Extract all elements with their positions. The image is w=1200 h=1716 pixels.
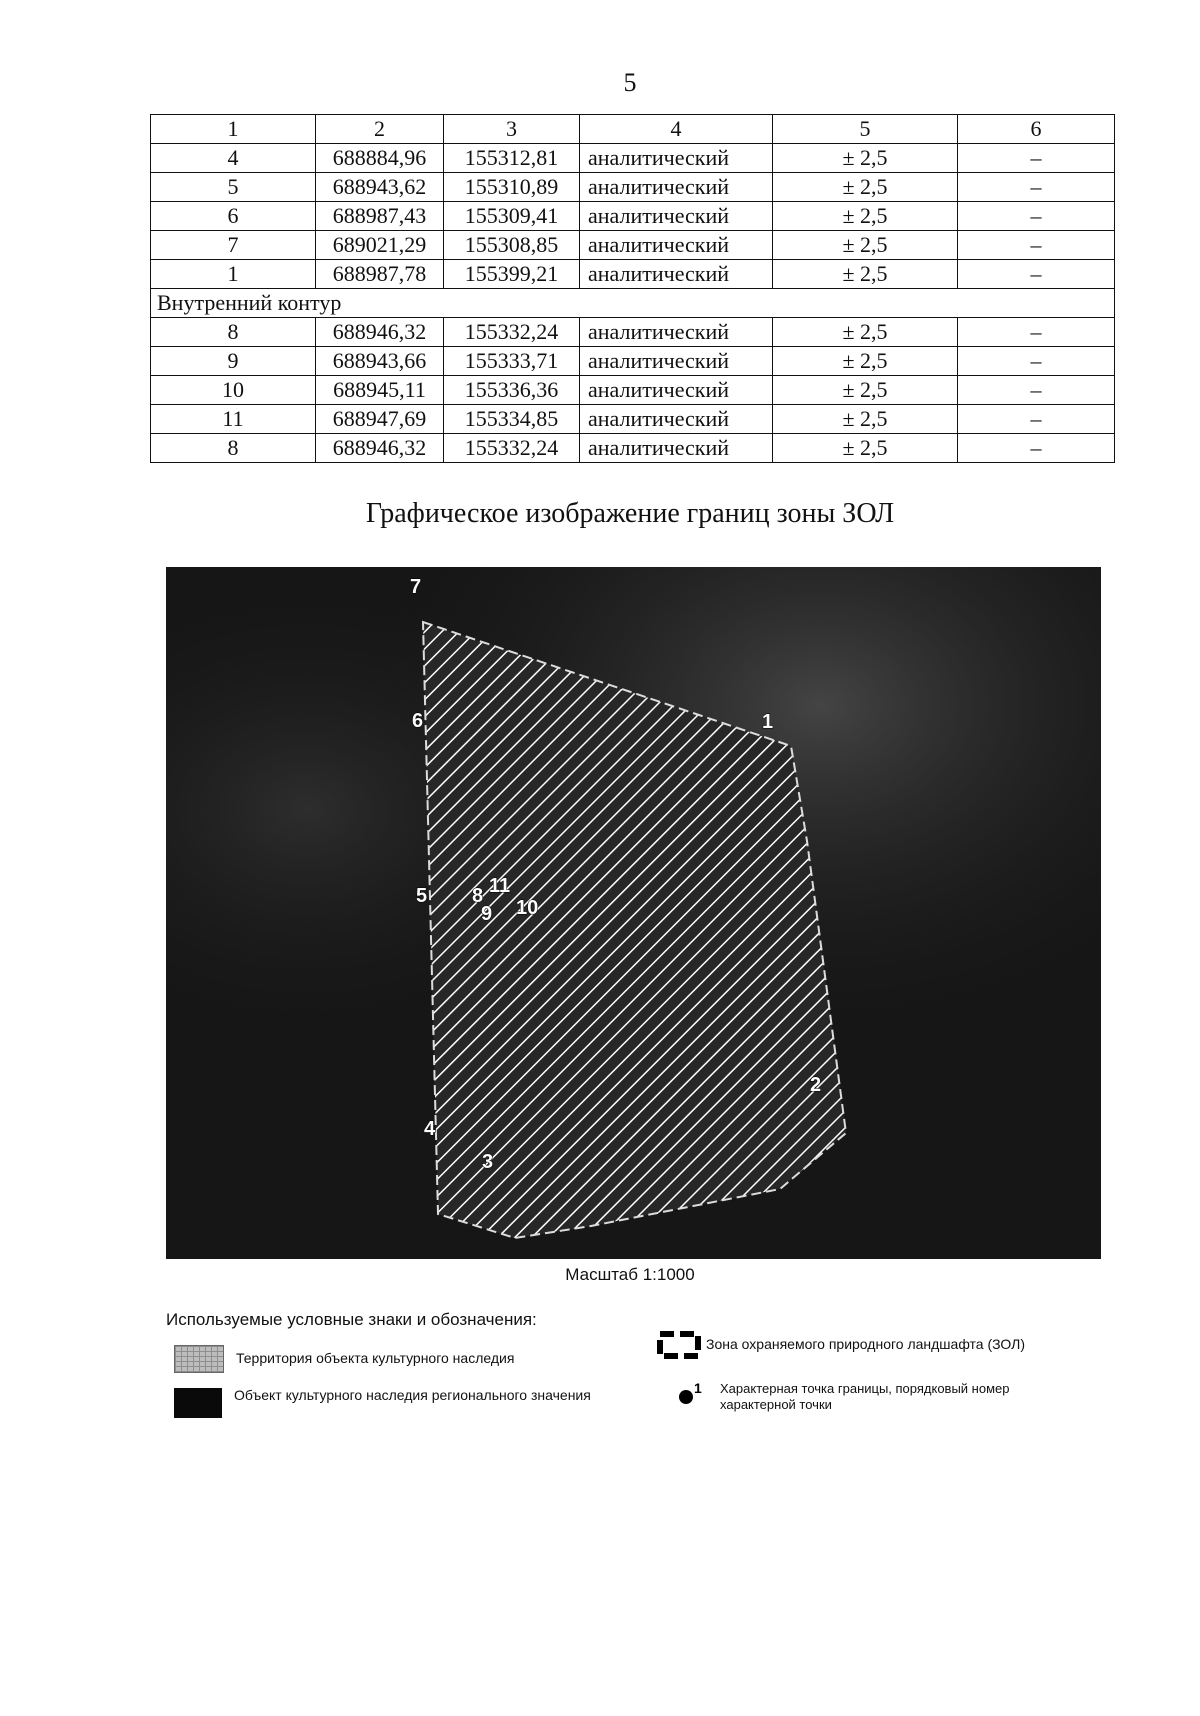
- table-cell: 688943,66: [316, 347, 444, 376]
- point-label-7: 7: [410, 576, 422, 598]
- table-cell: –: [958, 376, 1115, 405]
- table-row: [151, 376, 1115, 405]
- point-label-8: 8: [472, 885, 484, 907]
- table-cell: 4: [151, 144, 316, 173]
- grid-hatch-icon: [174, 1345, 224, 1373]
- table-cell: ± 2,5: [773, 318, 958, 347]
- table-row: [151, 260, 1115, 289]
- table-cell: ± 2,5: [773, 260, 958, 289]
- table-cell: 3: [444, 115, 580, 144]
- black-fill-icon: [174, 1388, 222, 1418]
- table-cell: 8: [151, 318, 316, 347]
- inner-contour-row: [151, 289, 1115, 318]
- table-cell: аналитический: [580, 405, 773, 434]
- table-cell: 688943,62: [316, 173, 444, 202]
- table-cell: аналитический: [580, 347, 773, 376]
- point-label-2: 2: [810, 1074, 822, 1096]
- table-cell: 688945,11: [316, 376, 444, 405]
- table-cell: 689021,29: [316, 231, 444, 260]
- table-cell: –: [958, 202, 1115, 231]
- table-header-row: [151, 115, 1115, 144]
- table-cell: 155399,21: [444, 260, 580, 289]
- point-marker-icon: [676, 1381, 712, 1407]
- table-cell: 5: [773, 115, 958, 144]
- dashed-boundary-icon: [656, 1330, 702, 1360]
- table-cell: 6: [151, 202, 316, 231]
- zone-map-svg: [166, 567, 1101, 1259]
- table-cell: 7: [151, 231, 316, 260]
- point-label-11: 11: [489, 875, 511, 897]
- legend-label: Территория объекта культурного наследия: [236, 1350, 515, 1366]
- table-row: [151, 434, 1115, 463]
- point-label-1: 1: [762, 711, 774, 733]
- table-row: [151, 231, 1115, 260]
- point-label-4: 4: [424, 1118, 436, 1140]
- table-cell: ± 2,5: [773, 376, 958, 405]
- table-cell: 688987,43: [316, 202, 444, 231]
- table-cell: аналитический: [580, 434, 773, 463]
- map-scale: Масштаб 1:1000: [565, 1265, 695, 1284]
- table-cell: 5: [151, 173, 316, 202]
- table-cell: 155332,24: [444, 318, 580, 347]
- table-row: [151, 347, 1115, 376]
- table-cell: ± 2,5: [773, 202, 958, 231]
- point-label-5: 5: [416, 885, 428, 907]
- table-cell: 11: [151, 405, 316, 434]
- table-cell: аналитический: [580, 318, 773, 347]
- table-cell: 155309,41: [444, 202, 580, 231]
- legend-title: Используемые условные знаки и обозначения:: [166, 1310, 537, 1329]
- table-cell: 688987,78: [316, 260, 444, 289]
- legend-item-zol-zone: [656, 1330, 1025, 1360]
- table-cell: 8: [151, 434, 316, 463]
- table-cell: –: [958, 318, 1115, 347]
- table-cell: 10: [151, 376, 316, 405]
- legend-item-regional-heritage-object: [174, 1388, 614, 1418]
- table-cell: 6: [958, 115, 1115, 144]
- table-cell: 688946,32: [316, 318, 444, 347]
- table-cell: –: [958, 434, 1115, 463]
- table-cell: –: [958, 347, 1115, 376]
- point-label-3: 3: [482, 1151, 494, 1173]
- table-row: [151, 405, 1115, 434]
- table-cell: –: [958, 405, 1115, 434]
- table-cell: 1: [151, 115, 316, 144]
- table-cell: ± 2,5: [773, 434, 958, 463]
- table-cell: ± 2,5: [773, 144, 958, 173]
- table-row: [151, 173, 1115, 202]
- legend-label: Характерная точка границы, порядковый номер характерной точки: [720, 1381, 1010, 1412]
- point-label-6: 6: [412, 710, 424, 732]
- legend-label: Объект культурного наследия регионального значения: [234, 1387, 591, 1403]
- table-cell: аналитический: [580, 202, 773, 231]
- table-cell: аналитический: [580, 144, 773, 173]
- table-cell: аналитический: [580, 231, 773, 260]
- table-cell: –: [958, 144, 1115, 173]
- table-cell: 155332,24: [444, 434, 580, 463]
- table-row: [151, 202, 1115, 231]
- table-cell: 155310,89: [444, 173, 580, 202]
- table-cell: 688947,69: [316, 405, 444, 434]
- legend-item-heritage-territory: [174, 1345, 514, 1373]
- table-cell: 155312,81: [444, 144, 580, 173]
- inner-contour-label: Внутренний контур: [151, 289, 1115, 318]
- table-cell: 155333,71: [444, 347, 580, 376]
- legend-item-characteristic-point: [676, 1381, 1056, 1413]
- page-number: 5: [623, 68, 637, 97]
- table-cell: аналитический: [580, 260, 773, 289]
- table-cell: аналитический: [580, 173, 773, 202]
- table-cell: ± 2,5: [773, 405, 958, 434]
- table-cell: 155308,85: [444, 231, 580, 260]
- graphic-title: Графическое изображение границ зоны ЗОЛ: [365, 498, 895, 529]
- table-cell: ± 2,5: [773, 347, 958, 376]
- table-cell: –: [958, 173, 1115, 202]
- table-cell: 155336,36: [444, 376, 580, 405]
- table-row: [151, 144, 1115, 173]
- point-label-9: 9: [481, 903, 493, 925]
- point-label-10: 10: [516, 897, 539, 919]
- table-cell: аналитический: [580, 376, 773, 405]
- table-cell: –: [958, 231, 1115, 260]
- table-cell: –: [958, 260, 1115, 289]
- table-cell: 688946,32: [316, 434, 444, 463]
- table-cell: 9: [151, 347, 316, 376]
- table-cell: ± 2,5: [773, 231, 958, 260]
- table-cell: 4: [580, 115, 773, 144]
- legend-label: Зона охраняемого природного ландшафта (ЗОЛ): [706, 1336, 1026, 1352]
- point-marker-number: 1: [694, 1381, 702, 1396]
- table-row: [151, 318, 1115, 347]
- zone-map: [166, 567, 1101, 1259]
- table-cell: 2: [316, 115, 444, 144]
- table-cell: 155334,85: [444, 405, 580, 434]
- coordinates-table: [150, 114, 1115, 463]
- table-cell: 688884,96: [316, 144, 444, 173]
- table-cell: 1: [151, 260, 316, 289]
- table-cell: ± 2,5: [773, 173, 958, 202]
